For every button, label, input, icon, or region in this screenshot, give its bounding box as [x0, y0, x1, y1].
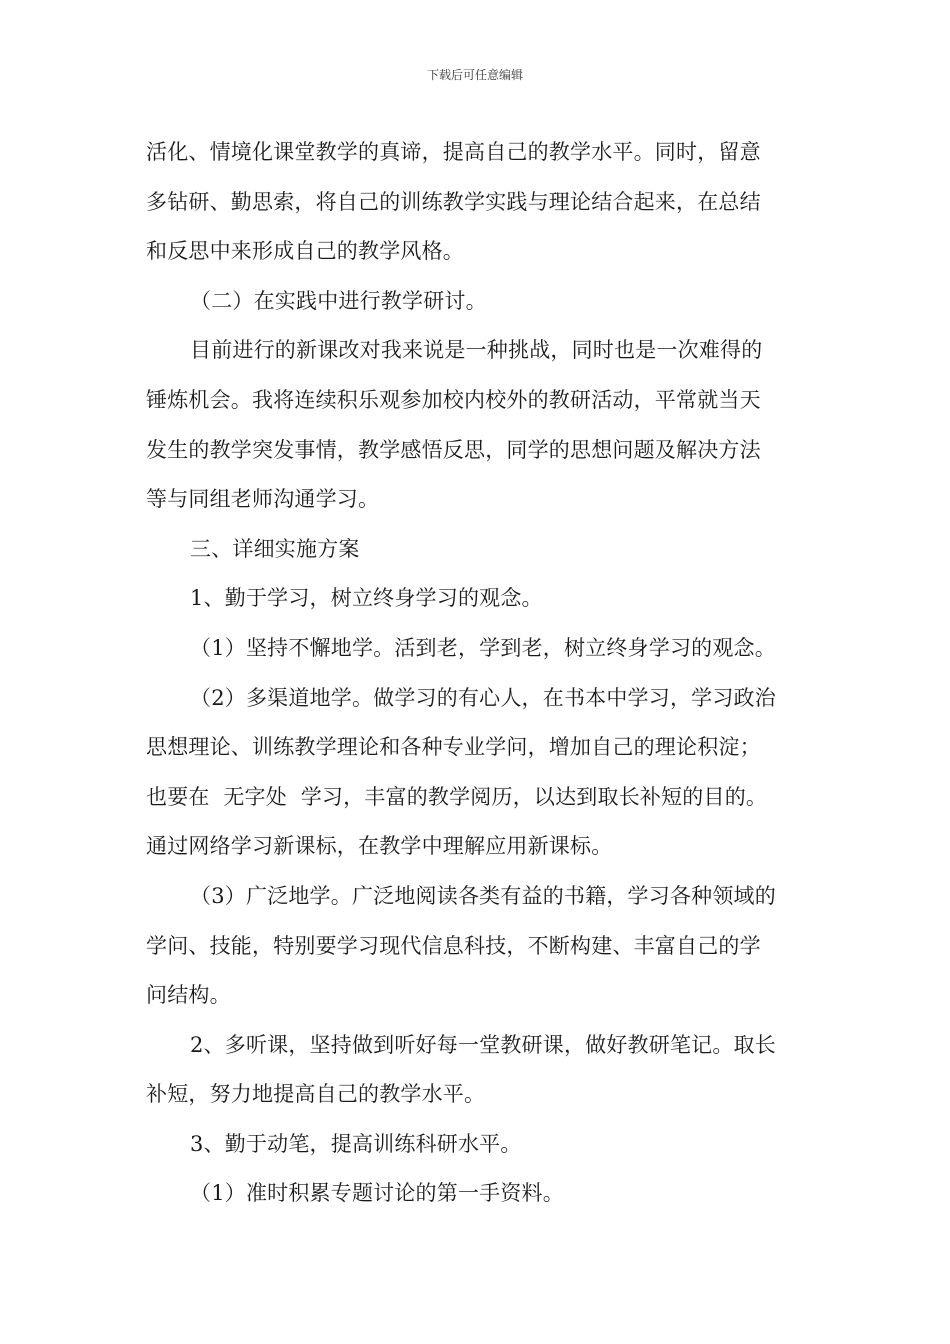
text-line: 和反思中来形成自己的教学风格。 [146, 239, 464, 264]
page-header: 下载后可任意编辑 [426, 68, 523, 82]
text-line: 学问、技能，特别要学习现代信息科技，不断构建、丰富自己的学 [146, 933, 761, 958]
text-line: 通过网络学习新课标，在教学中理解应用新课标。 [146, 834, 613, 859]
list-item: （1）坚持不懈地学。活到老，学到老，树立终身学习的观念。 [190, 635, 776, 660]
text-line: 补短，努力地提高自己的教学水平。 [146, 1082, 486, 1107]
text-line: 也要在 无字处 学习，丰富的教学阅历，以达到取长补短的目的。 [146, 784, 768, 809]
list-item: 3、勤于动笔，提高训练科研水平。 [190, 1131, 522, 1156]
list-item: 2、多听课，坚持做到听好每一堂教研课，做好教研笔记。取长 [190, 1032, 776, 1057]
section-heading: （二）在实践中进行教学研讨。 [190, 288, 487, 313]
list-item: 1、勤于学习，树立终身学习的观念。 [190, 586, 543, 611]
document-body [146, 128, 808, 1219]
text-line: 锤炼机会。我将连续积乐观参加校内校外的教研活动，平常就当天 [146, 387, 761, 412]
text-line: 思想理论、训练教学理论和各种专业学问，增加自己的理论积淀； [146, 735, 761, 760]
paragraph-start: 目前进行的新课改对我来说是一种挑战，同时也是一次难得的 [190, 338, 763, 363]
text-line: 发生的教学突发事情，教学感悟反思，同学的思想问题及解决方法 [146, 437, 761, 462]
list-item: （1）准时积累专题讨论的第一手资料。 [190, 1181, 564, 1206]
text-line: 多钻研、勤思索，将自己的训练教学实践与理论结合起来，在总结 [146, 189, 761, 214]
text-line: 活化、情境化课堂教学的真谛，提高自己的教学水平。同时，留意 [146, 140, 761, 164]
section-heading: 三、详细实施方案 [190, 536, 360, 561]
text-line: 问结构。 [146, 983, 231, 1008]
list-item: （2）多渠道地学。做学习的有心人，在书本中学习，学习政治 [190, 685, 776, 710]
list-item: （3）广泛地学。广泛地阅读各类有益的书籍，学习各种领域的 [190, 883, 776, 908]
text-line: 等与同组老师沟通学习。 [146, 487, 380, 512]
